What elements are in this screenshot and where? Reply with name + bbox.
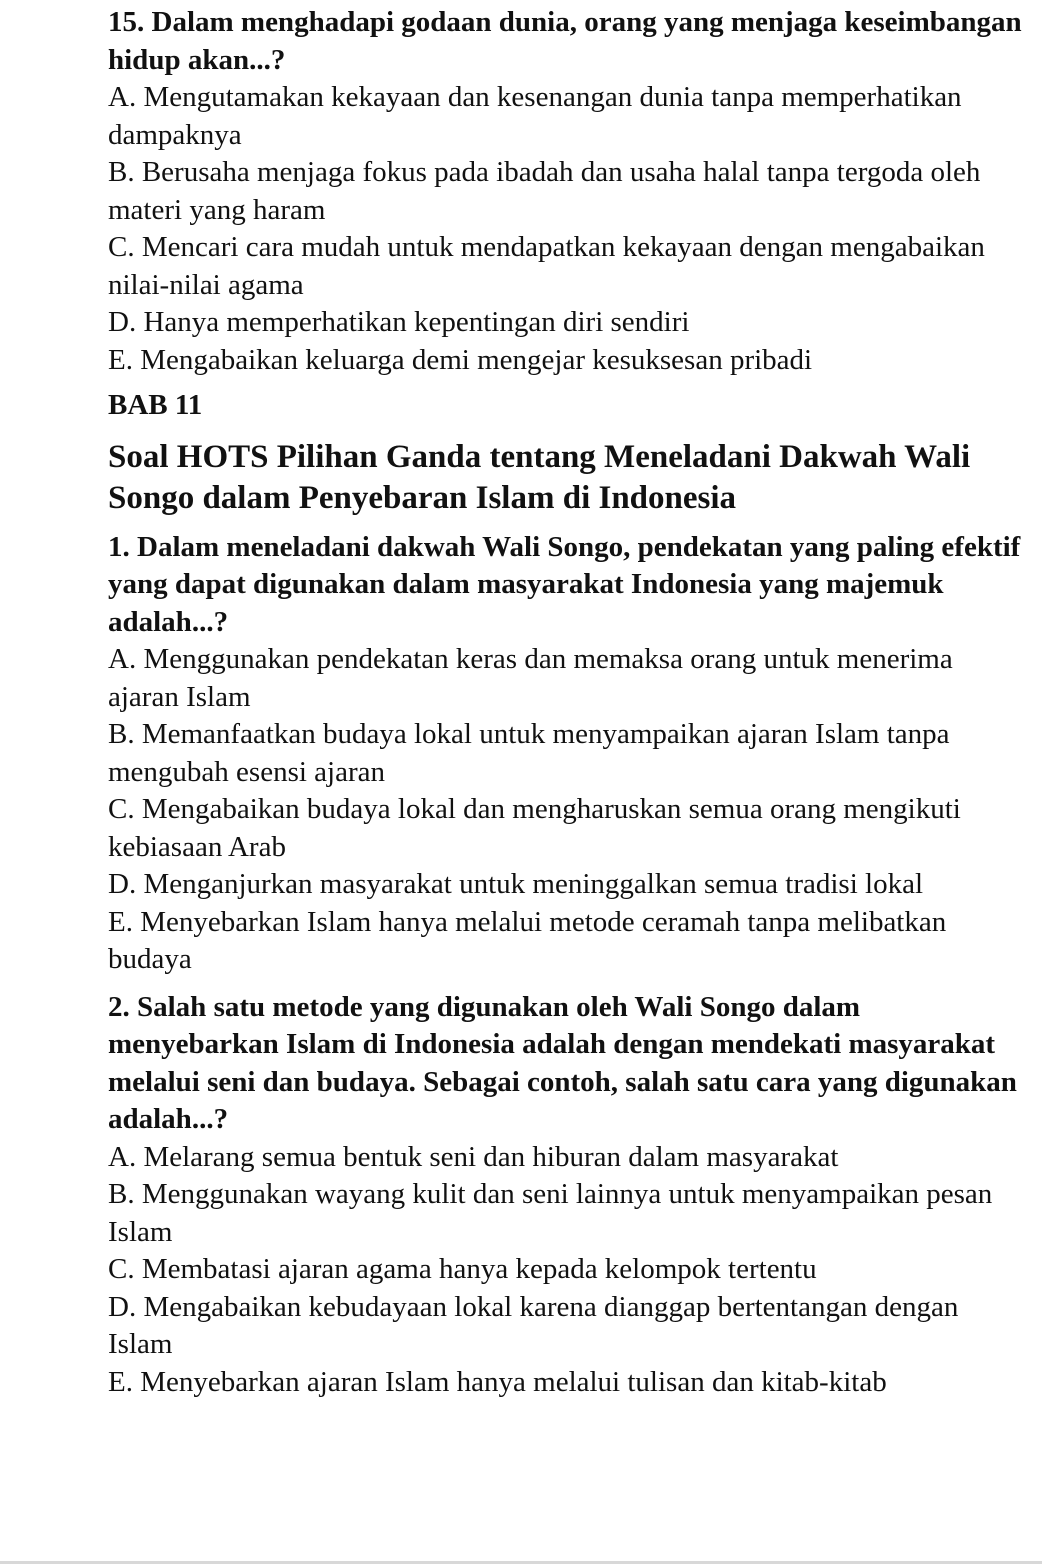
- section-title: Soal HOTS Pilihan Ganda tentang Meneladani Dakwah Wali Songo dalam Penyebaran Islam di Indonesia: [108, 438, 971, 516]
- question-2: [108, 989, 1028, 1402]
- question-15-option-a: A. Mengutamakan kekayaan dan kesenangan dunia tanpa memperhatikan dampaknya: [108, 81, 962, 151]
- question-15-option-e: E. Mengabaikan keluarga demi mengejar kesuksesan pribadi: [108, 343, 813, 376]
- question-2-option-a: A. Melarang semua bentuk seni dan hiburan dalam masyarakat: [108, 1140, 839, 1173]
- question-1-option-c: C. Mengabaikan budaya lokal dan mengharuskan semua orang mengikuti kebiasaan Arab: [108, 793, 961, 863]
- chapter-heading: BAB 11: [108, 389, 203, 421]
- question-1: [108, 529, 1028, 979]
- question-15-option-b: B. Berusaha menjaga fokus pada ibadah dan usaha halal tanpa tergoda oleh materi yang haram: [108, 156, 981, 226]
- question-1-title: 1. Dalam meneladani dakwah Wali Songo, pendekatan yang paling efektif yang dapat digunakan dalam masyarakat Indonesia yang majemuk adalah...?: [108, 530, 1021, 638]
- question-1-option-e: E. Menyebarkan Islam hanya melalui metode ceramah tanpa melibatkan budaya: [108, 905, 947, 975]
- question-15: [108, 4, 1028, 379]
- question-15-option-d: D. Hanya memperhatikan kepentingan diri sendiri: [108, 306, 690, 338]
- question-2-option-b: B. Menggunakan wayang kulit dan seni lainnya untuk menyampaikan pesan Islam: [108, 1178, 993, 1248]
- question-15-title: 15. Dalam menghadapi godaan dunia, orang yang menjaga keseimbangan hidup akan...?: [108, 6, 1022, 76]
- question-1-option-d: D. Menganjurkan masyarakat untuk meninggalkan semua tradisi lokal: [108, 868, 924, 900]
- question-2-option-d: D. Mengabaikan kebudayaan lokal karena dianggap bertentangan dengan Islam: [108, 1290, 959, 1360]
- question-1-option-a: A. Menggunakan pendekatan keras dan memaksa orang untuk menerima ajaran Islam: [108, 643, 953, 713]
- question-2-title: 2. Salah satu metode yang digunakan oleh Wali Songo dalam menyebarkan Islam di Indonesia adalah dengan mendekati masyarakat melalui seni dan budaya. Sebagai contoh, salah satu cara yang digunakan adalah...?: [108, 990, 1017, 1135]
- question-1-option-b: B. Memanfaatkan budaya lokal untuk menyampaikan ajaran Islam tanpa mengubah esensi ajaran: [108, 718, 950, 788]
- question-15-option-c: C. Mencari cara mudah untuk mendapatkan kekayaan dengan mengabaikan nilai-nilai agama: [108, 231, 985, 301]
- question-2-option-c: C. Membatasi ajaran agama hanya kepada kelompok tertentu: [108, 1253, 817, 1285]
- question-2-option-e: E. Menyebarkan ajaran Islam hanya melalui tulisan dan kitab-kitab: [108, 1365, 887, 1398]
- document-page: [108, 4, 1028, 1401]
